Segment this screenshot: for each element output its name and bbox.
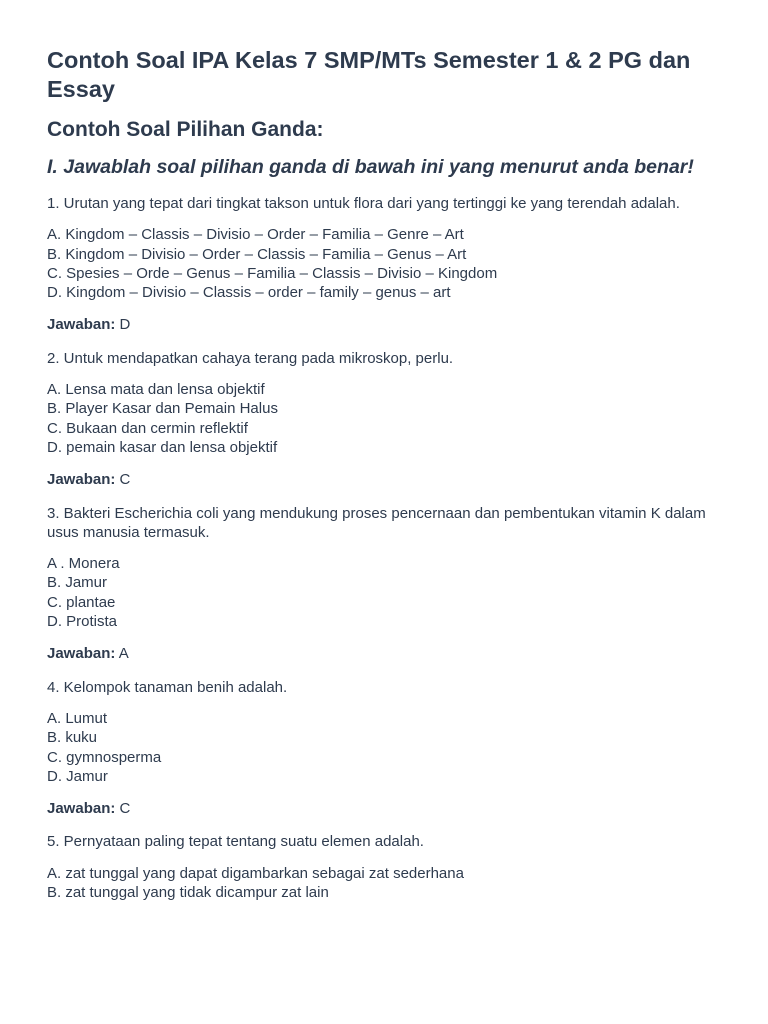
- option-c: C. Spesies – Orde – Genus – Familia – Classis – Divisio – Kingdom: [47, 264, 498, 282]
- answer-line: [47, 470, 727, 489]
- options-list: [47, 709, 727, 786]
- answer-line: [47, 315, 727, 334]
- question-block: [47, 832, 727, 902]
- answer-line: [47, 799, 727, 818]
- answer-label: Jawaban:: [47, 645, 116, 663]
- option-b: B. Player Kasar dan Pemain Halus: [47, 400, 278, 418]
- answer-value: A: [118, 645, 129, 663]
- question-text: 5. Pernyataan paling tepat tentang suatu elemen adalah.: [47, 833, 424, 851]
- question-block: [47, 349, 727, 490]
- option-d: D. Kingdom – Divisio – Classis – order – family – genus – art: [47, 284, 451, 302]
- question-block: [47, 504, 727, 664]
- options-list: [47, 225, 727, 302]
- option-b: B. Kingdom – Divisio – Order – Classis – Familia – Genus – Art: [47, 245, 467, 263]
- option-a: A. zat tunggal yang dapat digambarkan sebagai zat sederhana: [47, 864, 464, 882]
- option-a: A. Kingdom – Classis – Divisio – Order – Familia – Genre – Art: [47, 226, 464, 244]
- option-d: D. pemain kasar dan lensa objektif: [47, 438, 278, 456]
- question-text: 3. Bakteri Escherichia coli yang mendukung proses pencernaan dan pembentukan vitamin K dalam usus manusia termasuk.: [47, 504, 706, 541]
- section-title: Contoh Soal Pilihan Ganda:: [47, 118, 324, 141]
- option-a: A. Lumut: [47, 709, 108, 727]
- option-d: D. Protista: [47, 613, 118, 631]
- answer-value: D: [119, 316, 131, 334]
- question-text: 4. Kelompok tanaman benih adalah.: [47, 678, 288, 696]
- option-b: B. zat tunggal yang tidak dicampur zat lain: [47, 884, 329, 902]
- option-b: B. kuku: [47, 729, 98, 747]
- option-b: B. Jamur: [47, 574, 108, 592]
- question-text: 2. Untuk mendapatkan cahaya terang pada mikroskop, perlu.: [47, 349, 454, 367]
- question-block: [47, 678, 727, 819]
- answer-line: [47, 644, 727, 663]
- option-d: D. Jamur: [47, 767, 108, 785]
- page-title: Contoh Soal IPA Kelas 7 SMP/MTs Semester 1 & 2 PG dan Essay: [47, 47, 691, 102]
- option-c: C. plantae: [47, 593, 116, 611]
- options-list: [47, 380, 727, 457]
- options-list: [47, 554, 727, 631]
- option-a: A . Monera: [47, 555, 120, 573]
- answer-label: Jawaban:: [47, 800, 116, 818]
- question-text: 1. Urutan yang tepat dari tingkat takson untuk flora dari yang tertinggi ke yang terendah adalah.: [47, 195, 680, 212]
- options-list: [47, 864, 727, 903]
- answer-value: C: [119, 471, 131, 489]
- instruction-heading: I. Jawablah soal pilihan ganda di bawah ini yang menurut anda benar!: [47, 156, 694, 178]
- answer-value: C: [119, 800, 131, 818]
- option-a: A. Lensa mata dan lensa objektif: [47, 381, 265, 399]
- option-c: C. gymnosperma: [47, 748, 162, 766]
- answer-label: Jawaban:: [47, 316, 116, 334]
- question-block: [47, 194, 727, 335]
- option-c: C. Bukaan dan cermin reflektif: [47, 419, 248, 437]
- document-page: [47, 46, 727, 902]
- answer-label: Jawaban:: [47, 471, 116, 489]
